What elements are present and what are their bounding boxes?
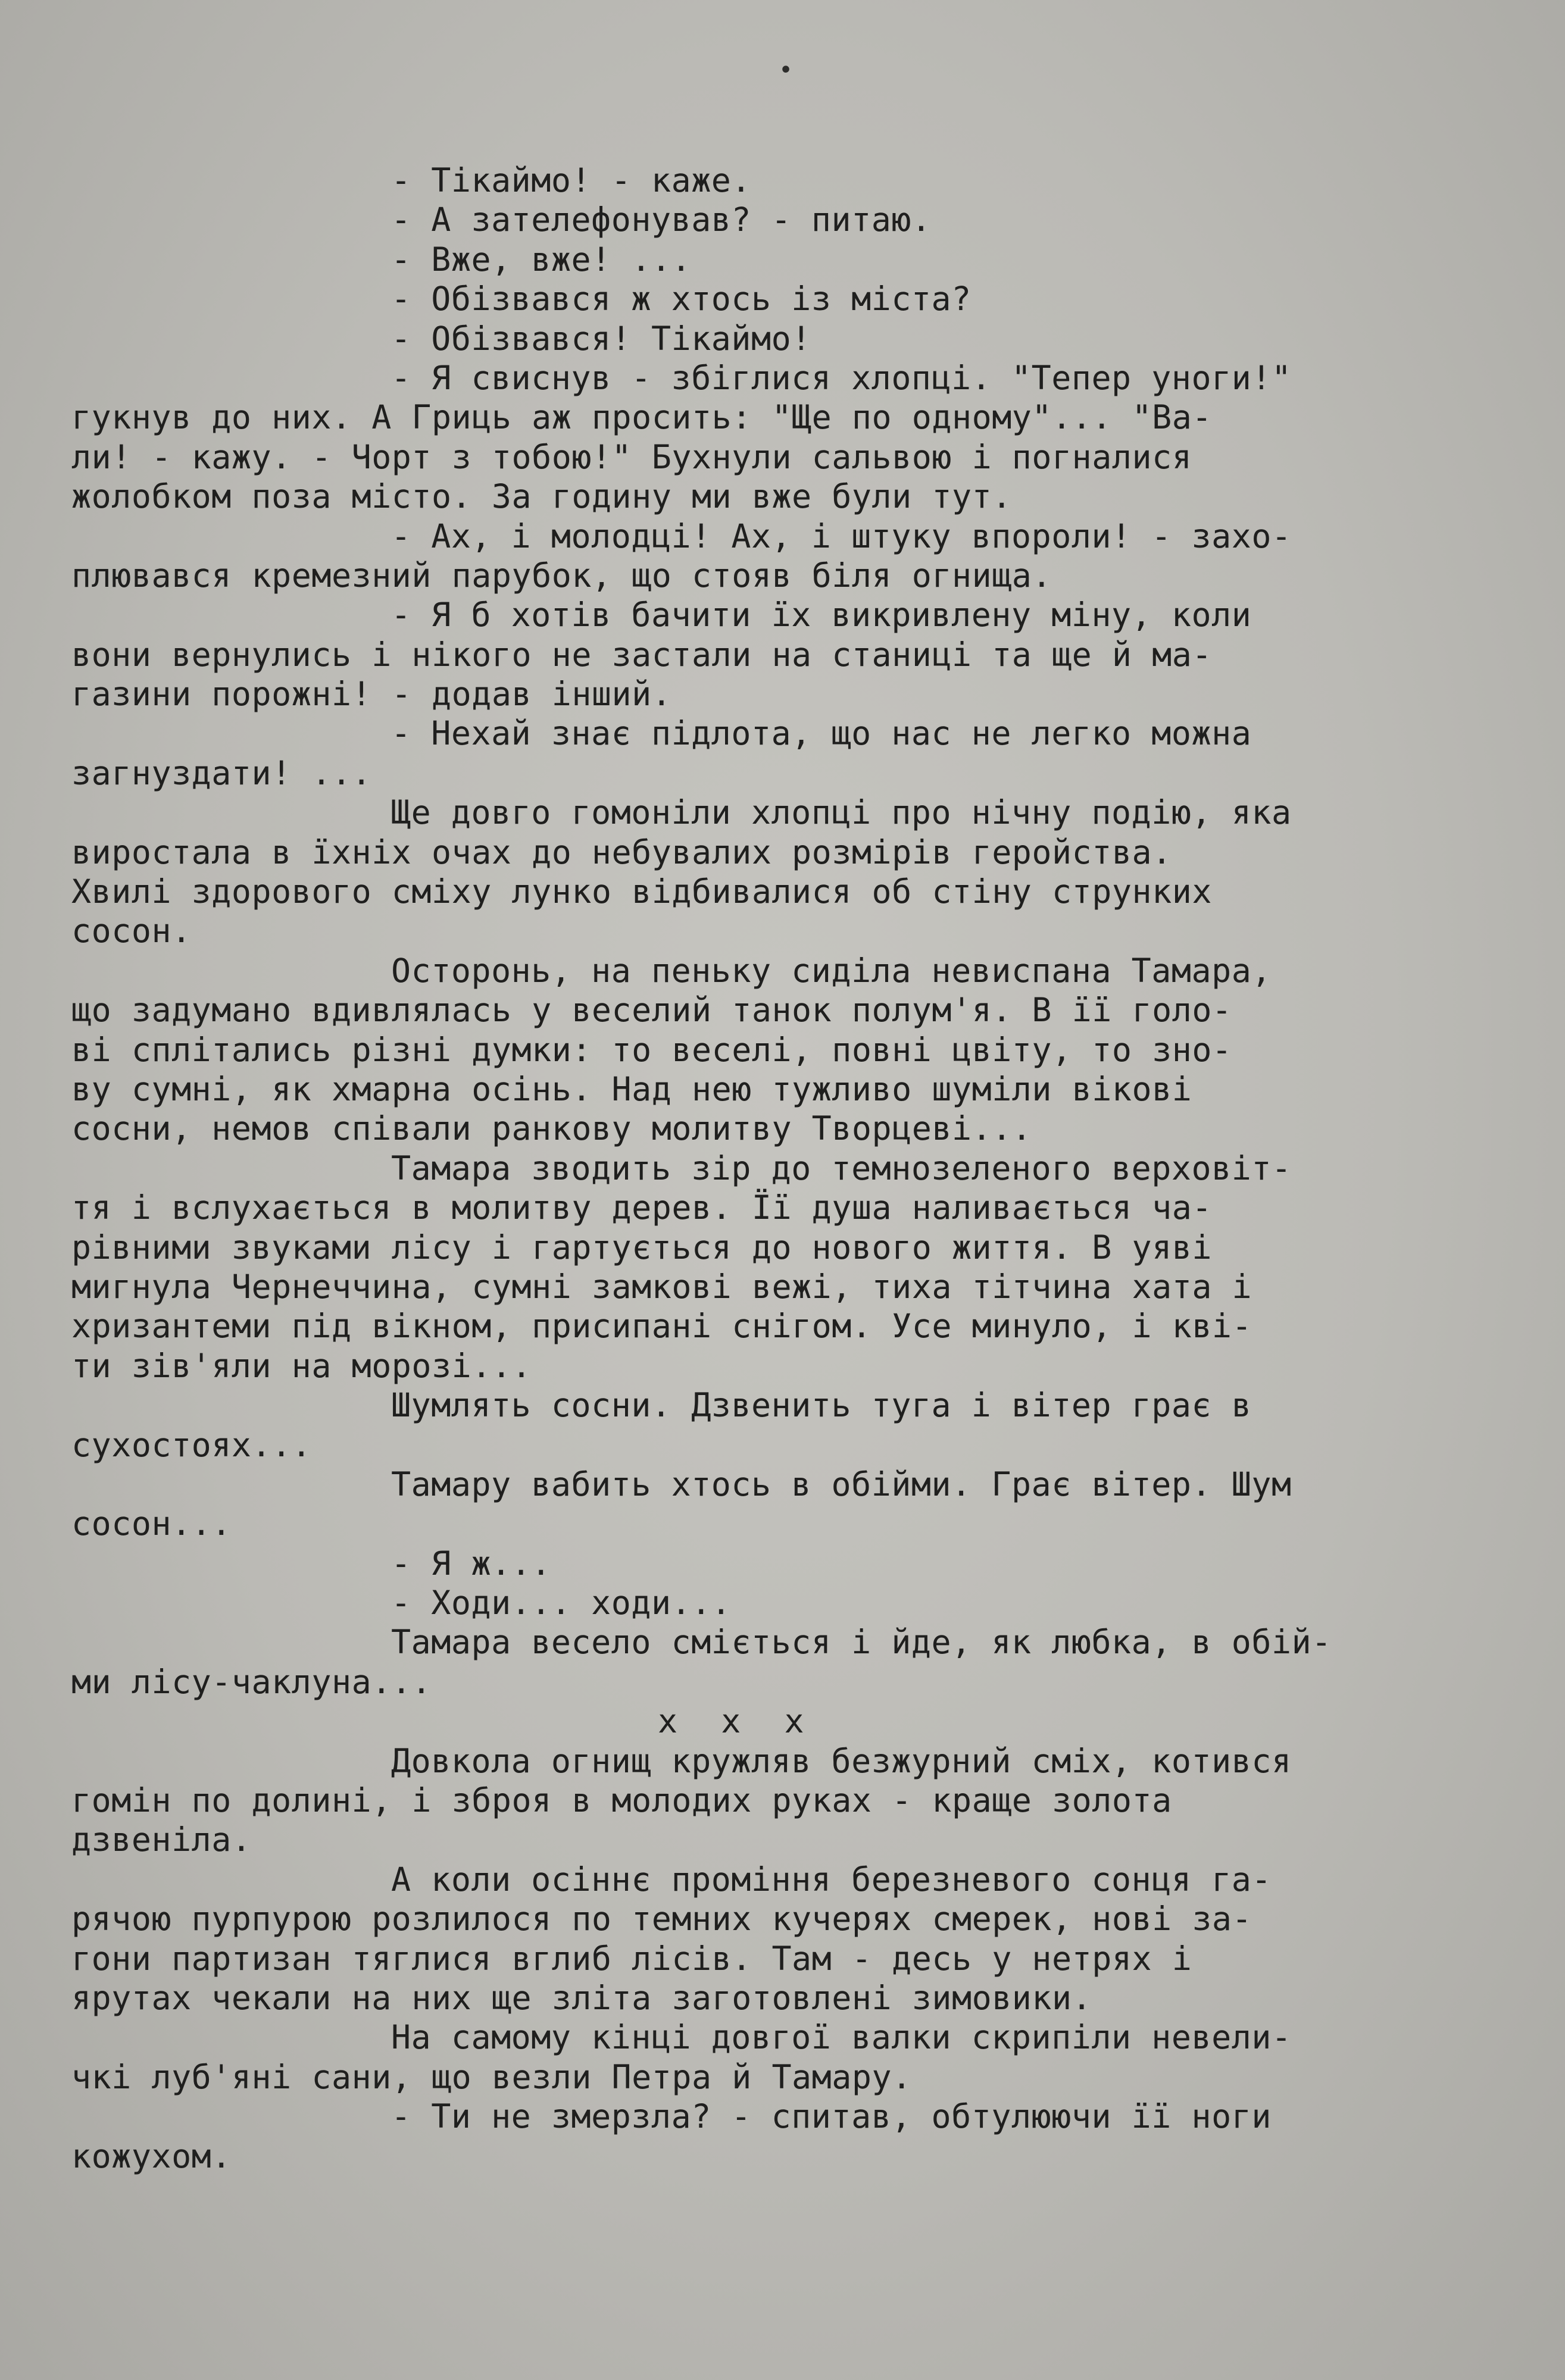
text-line: - Нехай знає підлота, що нас не легко можна bbox=[391, 714, 1252, 753]
text-line: Тамара весело сміється і йде, як любка, в обій- bbox=[391, 1623, 1332, 1662]
text-line: - Тікаймо! - каже. bbox=[391, 161, 752, 199]
text-line: Осторонь, на пеньку сиділа невиспана Тамара, bbox=[391, 951, 1272, 990]
text-line: вони вернулись і нікого не застали на станиці та ще й ма- bbox=[71, 635, 1212, 674]
text-line: Хвилі здорового сміху лунко відбивалися об стіну струнких bbox=[71, 872, 1212, 911]
text-line: сосон. bbox=[71, 912, 192, 950]
text-line: що задумано вдивлялась у веселий танок полум'я. В її голо- bbox=[71, 991, 1232, 1030]
text-line: гони партизан тяглися вглиб лісів. Там - десь у нетрях і bbox=[71, 1939, 1192, 1978]
text-line: ти зів'яли на морозі... bbox=[71, 1346, 532, 1385]
text-line: хризантеми під вікном, присипані снігом. Усе минуло, і кві- bbox=[71, 1307, 1252, 1346]
text-line: гукнув до них. А Гриць аж просить: "Ще по одному"... "Ва- bbox=[71, 398, 1212, 437]
text-line: - Ходи... ходи... bbox=[391, 1584, 732, 1622]
text-line: - Обізвався! Тікаймо! bbox=[391, 319, 811, 358]
text-line: ву сумні, як хмарна осінь. Над нею тужливо шуміли вікові bbox=[71, 1069, 1192, 1108]
text-line: - Вже, вже! ... bbox=[391, 240, 692, 279]
text-line: ярутах чекали на них ще зліта заготовлені зимовики. bbox=[71, 1978, 1092, 2017]
text-line: - А зателефонував? - питаю. bbox=[391, 201, 932, 239]
text-line: Ще довго гомоніли хлопці про нічну подію, яка bbox=[391, 793, 1292, 832]
section-separator: x x x bbox=[658, 1702, 816, 1741]
text-line: загнуздати! ... bbox=[71, 753, 372, 792]
text-line: виростала в їхніх очах до небувалих розмірів геройства. bbox=[71, 833, 1172, 871]
text-line: жолобком поза місто. За годину ми вже були тут. bbox=[71, 477, 1012, 516]
text-line: ві сплітались різні думки: то веселі, повні цвіту, то зно- bbox=[71, 1030, 1232, 1069]
text-line: дзвеніла. bbox=[71, 1821, 252, 1859]
page-number-mark: • bbox=[778, 57, 794, 84]
text-line: - Я ж... bbox=[391, 1544, 551, 1583]
text-line: На самому кінці довгої валки скрипіли невели- bbox=[391, 2018, 1292, 2057]
text-line: сосни, немов співали ранкову молитву Творцеві... bbox=[71, 1109, 1032, 1148]
text-line: сухостоях... bbox=[71, 1425, 312, 1464]
text-line: - Я свиснув - збіглися хлопці. "Тепер уноги!" bbox=[391, 358, 1292, 397]
text-line: Тамара зводить зір до темнозеленого верховіт- bbox=[391, 1149, 1292, 1187]
text-line: гомін по долині, і зброя в молодих руках - краще золота bbox=[71, 1781, 1172, 1820]
text-line: - Ах, і молодці! Ах, і штуку впороли! - захо- bbox=[391, 517, 1292, 555]
text-line: тя і вслухається в молитву дерев. Її душа наливається ча- bbox=[71, 1189, 1212, 1227]
text-line: рівними звуками лісу і гартується до нового життя. В уяві bbox=[71, 1228, 1212, 1266]
text-line: - Ти не змерзла? - спитав, обтулюючи її ноги bbox=[391, 2097, 1272, 2136]
text-line: Довкола огнищ кружляв безжурний сміх, котився bbox=[391, 1741, 1292, 1780]
body-text bbox=[71, 161, 1512, 2176]
text-line: ли! - кажу. - Чорт з тобою!" Бухнули сальвою і погналися bbox=[71, 437, 1192, 476]
text-line: чкі луб'яні сани, що везли Петра й Тамару. bbox=[71, 2057, 912, 2096]
text-line: - Обізвався ж хтось із міста? bbox=[391, 280, 972, 318]
text-line: рячою пурпурою розлилося по темних кучерях смерек, нові за- bbox=[71, 1900, 1252, 1938]
text-line: ми лісу-чаклуна... bbox=[71, 1662, 432, 1701]
text-line: А коли осіннє проміння березневого сонця га- bbox=[391, 1860, 1272, 1899]
text-line: мигнула Чернеччина, сумні замкові вежі, тиха тітчина хата і bbox=[71, 1267, 1252, 1306]
text-line: газини порожні! - додав інший. bbox=[71, 675, 672, 714]
text-line: сосон... bbox=[71, 1505, 232, 1543]
text-line: кожухом. bbox=[71, 2137, 232, 2175]
text-line: Тамару вабить хтось в обійми. Грає вітер. Шум bbox=[391, 1465, 1292, 1503]
text-line: плювався кремезний парубок, що стояв біля огнища. bbox=[71, 556, 1052, 595]
text-line: - Я б хотів бачити їх викривлену міну, коли bbox=[391, 596, 1252, 634]
text-line: Шумлять сосни. Дзвенить туга і вітер грає в bbox=[391, 1386, 1252, 1425]
